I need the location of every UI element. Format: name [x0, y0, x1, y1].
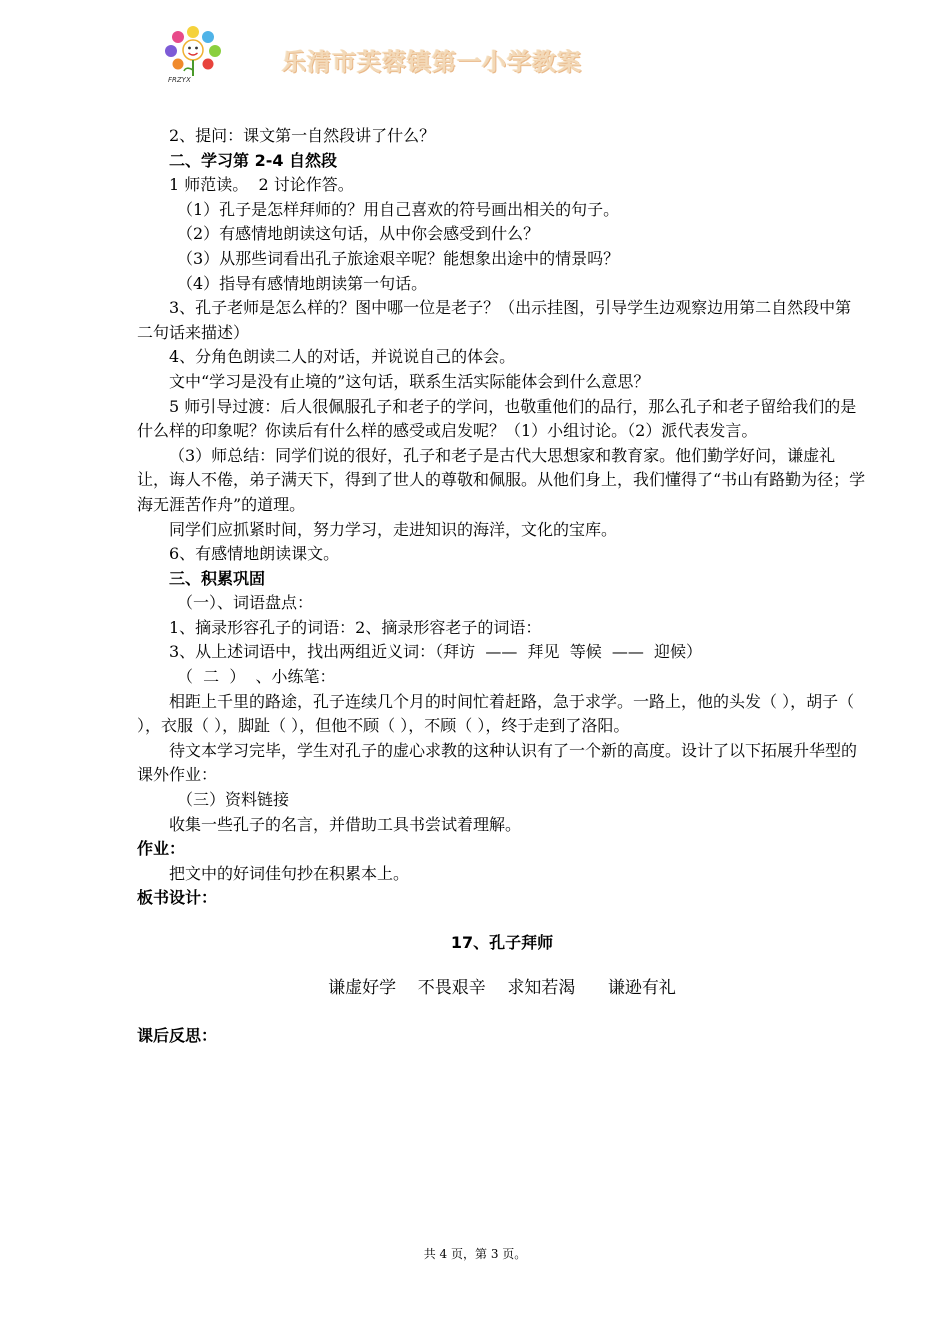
body-paragraph: 2、提问：课文第一自然段讲了什么？: [169, 126, 436, 145]
body-paragraph: 1、摘录形容孔子的词语：2、摘录形容老子的词语：: [169, 617, 542, 637]
logo-letters: FRZYX: [168, 76, 191, 84]
body-paragraph: （三）资料链接: [177, 790, 290, 810]
flower-logo-icon: [162, 24, 224, 86]
lesson-body: [137, 124, 867, 1049]
body-paragraph: 1 师范读。 2 讨论作答。: [169, 175, 354, 195]
board-title: 17、孔子拜师: [450, 933, 554, 952]
section-heading: 三、积累巩固: [169, 568, 266, 588]
body-paragraph: 待文本学习完毕，学生对孔子的虚心求教的这种认识有了一个新的高度。设计了以下拓展升华型的课外作业：: [137, 740, 858, 785]
body-paragraph: 3、从上述词语中，找出两组近义词：（拜访 —— 拜见 等候 —— 迎候）: [169, 642, 703, 662]
body-paragraph: （1）孔子是怎样拜师的？用自己喜欢的符号画出相关的句子。: [177, 199, 620, 219]
body-paragraph: 5 师引导过渡：后人很佩服孔子和老子的学问，也敬重他们的品行，那么孔子和老子留给我们的是什么样的印象呢？你读后有什么样的感受或启发呢？（1）小组讨论。（2）派代表发言。: [137, 396, 857, 441]
page-footer: 共 4 页，第 3 页。: [423, 1247, 527, 1261]
body-paragraph: （ 二 ） 、小练笔：: [177, 667, 336, 687]
section-heading: 作业：: [137, 839, 186, 859]
school-header-title: 乐清市芙蓉镇第一小学教案: [282, 48, 582, 76]
body-paragraph: （2）有感情地朗读这句话，从中你会感受到什么？: [177, 224, 540, 244]
section-heading: 二、学习第 2-4 自然段: [169, 150, 338, 170]
body-paragraph: （一）、词语盘点：: [177, 593, 314, 613]
board-keywords: 谦虚好学 不畏艰辛 求知若渴 谦逊有礼: [328, 977, 676, 998]
body-paragraph: 收集一些孔子的名言，并借助工具书尝试着理解。: [169, 814, 522, 834]
body-paragraph: 同学们应抓紧时间，努力学习，走进知识的海洋，文化的宝库。: [169, 519, 618, 539]
body-paragraph: 相距上千里的路途，孔子连续几个月的时间忙着赶路，急于求学。一路上，他的头发（ ），胡子（ ），衣服（ ），脚趾（ ），但他不顾（ ），不顾（ ），终于走到了洛阳。: [137, 691, 860, 736]
body-paragraph: 3、孔子老师是怎么样的？图中哪一位是老子？（出示挂图，引导学生边观察边用第二自然段中第二句话来描述）: [137, 298, 852, 342]
body-paragraph: （4）指导有感情地朗读第一句话。: [177, 273, 428, 293]
reflection-heading: 课后反思：: [137, 1026, 218, 1046]
body-paragraph: 6、有感情地朗读课文。: [169, 544, 340, 564]
body-paragraph: （3）从那些词看出孔子旅途艰辛呢？能想象出途中的情景吗？: [177, 248, 620, 268]
page-header: [0, 0, 950, 100]
section-heading: 板书设计：: [137, 888, 218, 908]
body-paragraph: 文中“学习是没有止境的”这句话，联系生活实际能体会到什么意思？: [169, 371, 650, 391]
body-paragraph: （3）师总结：同学们说的很好，孔子和老子是古代大思想家和教育家。他们勤学好问，谦虚礼让，诲人不倦，弟子满天下，得到了世人的尊敬和佩服。从他们身上，我们懂得了“书山有路勤为径；学海无涯苦作舟”的道理。: [137, 445, 866, 514]
body-paragraph: 4、分角色朗读二人的对话，并说说自己的体会。: [169, 347, 516, 367]
body-paragraph: 把文中的好词佳句抄在积累本上。: [169, 863, 410, 883]
